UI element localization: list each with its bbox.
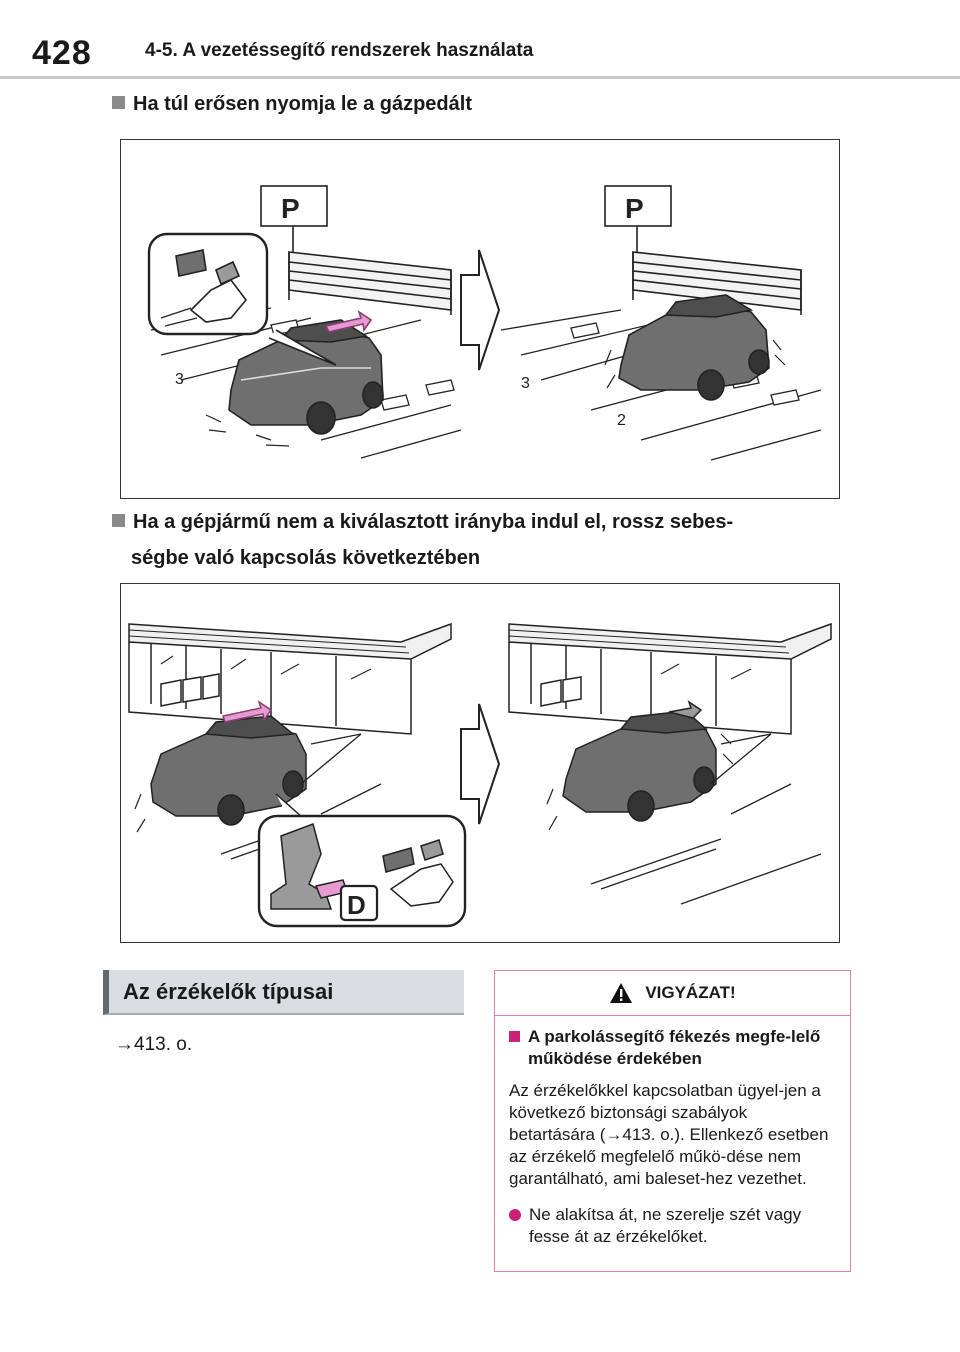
caution-bullet-heading <box>509 1026 836 1070</box>
spot-number-right-1: 3 <box>521 375 530 392</box>
car-wrong-gear-left <box>135 702 306 832</box>
heading-wrong-gear-line1: Ha a gépjármű nem a kiválasztott irányba indul el, rossz sebes- <box>133 511 734 533</box>
round-bullet-icon <box>509 1209 521 1221</box>
gear-letter: D <box>347 890 366 920</box>
spot-number-right-2: 2 <box>617 412 626 429</box>
figure-gas-pedal-illustration <box>120 139 840 499</box>
parking-sign-letter-right: P <box>625 193 644 224</box>
caution-header <box>495 971 850 1016</box>
page-number: 428 <box>32 34 92 72</box>
header-divider <box>0 76 960 79</box>
gear-inset-bubble <box>259 794 465 926</box>
brick-wall-left <box>289 252 451 315</box>
car-crash-right <box>547 702 733 830</box>
heading-gas-pedal-text: Ha túl erősen nyomja le a gázpedált <box>133 93 472 115</box>
heading-wrong-gear <box>112 506 733 574</box>
spot-number-left: 3 <box>175 371 184 388</box>
caution-bullet-item-text: Ne alakítsa át, ne szerelje szét vagy fesse át az érzékelőket. <box>529 1205 802 1246</box>
page-reference-link[interactable]: →413. o. <box>115 1034 193 1055</box>
caution-box <box>494 970 851 1272</box>
caution-bullet-item <box>509 1204 836 1248</box>
caution-bullet-heading-text: A parkolássegítő fékezés megfe-lelő működése érdekében <box>528 1027 821 1068</box>
sensor-types-title: Az érzékelők típusai <box>123 979 334 1004</box>
parking-sign-letter: P <box>281 193 300 224</box>
transition-arrow-1 <box>461 250 499 370</box>
heading-wrong-gear-line2: ségbe való kapcsolás következtében <box>131 547 481 569</box>
sensor-types-header <box>103 970 464 1015</box>
heading-bullet-icon-2 <box>112 514 125 527</box>
heading-bullet-icon <box>112 96 125 109</box>
car-right-stopped <box>605 295 785 400</box>
section-title: 4-5. A vezetéssegítő rendszerek használata <box>145 40 534 61</box>
square-bullet-icon <box>509 1031 520 1042</box>
store-front-left <box>129 624 451 734</box>
warning-triangle-icon <box>609 982 633 1004</box>
heading-gas-pedal <box>112 88 472 120</box>
figure-wrong-gear-illustration <box>120 583 840 943</box>
caution-paragraph: Az érzékelőkkel kapcsolatban ügyel-jen a következő biztonsági szabályok betartására (→413. o.). Ellenkező esetben az érzékelő megfelelő műkö-dése nem garantálható, ami baleset-hez vezethet. <box>509 1081 829 1188</box>
caution-title: VIGYÁZAT! <box>645 983 736 1002</box>
transition-arrow-2 <box>461 704 499 824</box>
